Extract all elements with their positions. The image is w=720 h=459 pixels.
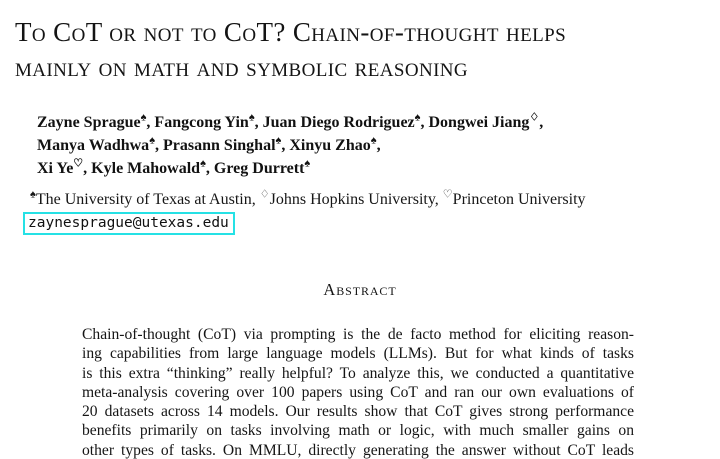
abstract-heading: Abstract xyxy=(323,280,397,299)
abstract-line: 20 datasets across 14 models. Our results show that CoT gives strong performance xyxy=(82,403,634,421)
author-line-1: Zayne Sprague♠, Fangcong Yin♠, Juan Diego Rodriguez♠, Dongwei Jiang♢, xyxy=(37,111,544,131)
abstract-line: is this extra “thinking” really helpful? To analyze this, we conducted a quantitative xyxy=(82,364,634,382)
abstract-line: other types of tasks. On MMLU, directly generating the answer without CoT leads xyxy=(82,441,634,459)
email-box xyxy=(23,212,235,235)
email-link[interactable]: zaynesprague@utexas.edu xyxy=(28,215,229,231)
paper-title xyxy=(15,15,720,85)
author-line-3: Xi Ye♡, Kyle Mahowald♠, Greg Durrett♠ xyxy=(37,157,311,177)
abstract-line: Chain-of-thought (CoT) via prompting is the de facto method for eliciting reason- xyxy=(82,326,634,343)
paper-title-line-1: To CoT or not to CoT? Chain-of-thought helps xyxy=(15,17,567,47)
abstract-line: benefits primarily on tasks involving math or logic, with much smaller gains on xyxy=(82,422,634,440)
author-line-2: Manya Wadhwa♠, Prasann Singhal♠, Xinyu Zhao♠, xyxy=(37,134,381,154)
email-row xyxy=(23,212,720,235)
abstract-body xyxy=(82,325,634,459)
abstract-line: meta-analysis covering over 100 papers using CoT and ran our own evaluations of xyxy=(82,383,634,401)
abstract-line: ing capabilities from large language models (LLMs). But for what kinds of tasks xyxy=(82,345,634,363)
paper-title-line-2: mainly on math and symbolic reasoning xyxy=(15,52,469,82)
author-block xyxy=(37,111,720,180)
affiliation-line: ♠The University of Texas at Austin, ♢Johns Hopkins University, ♡Princeton University xyxy=(30,188,586,208)
